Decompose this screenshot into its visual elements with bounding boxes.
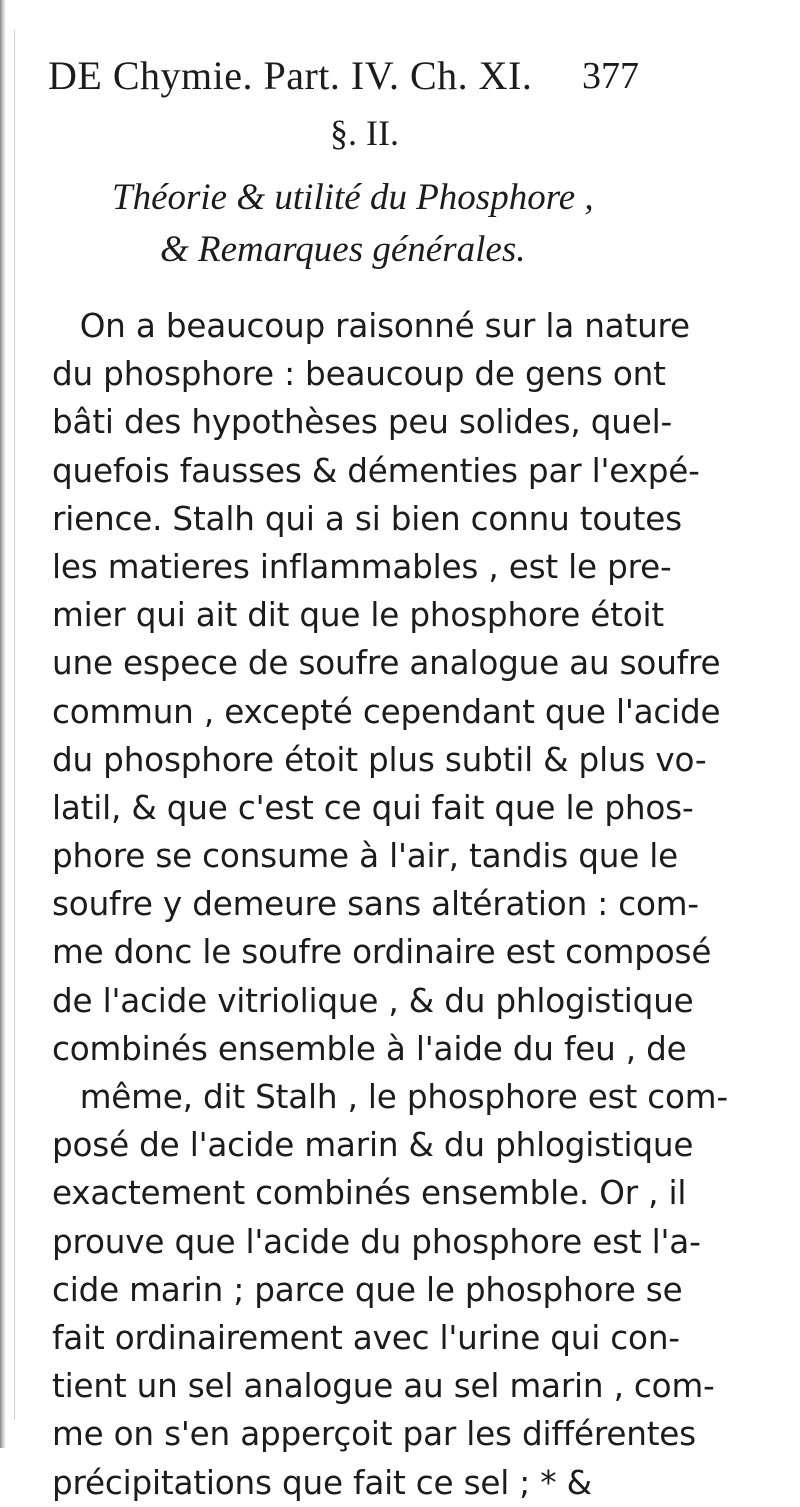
body-line: du phosphore étoit plus subtil & plus vo- bbox=[52, 739, 707, 779]
body-line: de l'acide vitriolique , & du phlogistique bbox=[52, 980, 694, 1020]
body-line: latil, & que c'est ce qui fait que le phos- bbox=[52, 787, 694, 827]
section-mark: §. II. bbox=[330, 113, 399, 153]
body-line: commun , excepté cependant que l'acide bbox=[52, 691, 721, 731]
running-head-title: DE Chymie. Part. IV. Ch. XI. bbox=[48, 53, 533, 98]
body-line: prouve que l'acide du phosphore est l'a- bbox=[52, 1221, 701, 1261]
body-line: du phosphore : beaucoup de gens ont bbox=[52, 354, 666, 394]
section-heading-line-2: & Remarques générales. bbox=[160, 229, 526, 270]
body-line: précipitations que fait ce sel ; * & bbox=[52, 1462, 592, 1502]
body-line: bâti des hypothèses peu solides, quel- bbox=[52, 402, 673, 442]
body-line: une espece de soufre analogue au soufre bbox=[52, 643, 721, 683]
body-line: combinés ensemble à l'aide du feu , de bbox=[52, 1028, 687, 1068]
body-line: tient un sel analogue au sel marin , com- bbox=[52, 1366, 715, 1406]
running-head bbox=[48, 52, 768, 106]
body-line: fait ordinairement avec l'urine qui con- bbox=[52, 1317, 680, 1357]
page-gutter-shadow bbox=[0, 0, 6, 1448]
body-text bbox=[52, 302, 772, 1507]
body-line: cide marin ; parce que le phosphore se bbox=[52, 1269, 683, 1309]
section-heading-line-1: Théorie & utilité du Phosphore , bbox=[112, 177, 594, 218]
body-line: exactement combinés ensemble. Or , il bbox=[52, 1173, 687, 1213]
body-line: les matieres inflammables , est le pre- bbox=[52, 546, 672, 586]
body-line: me on s'en apperçoit par les différentes bbox=[52, 1414, 696, 1454]
body-line: même, dit Stalh , le phosphore est com- bbox=[79, 1077, 728, 1116]
body-line: mier qui ait dit que le phosphore étoit bbox=[52, 595, 664, 635]
body-line: On a beaucoup raisonné sur la nature bbox=[79, 306, 690, 345]
body-line: phore se consume à l'air, tandis que le bbox=[52, 836, 679, 876]
body-line: posé de l'acide marin & du phlogistique bbox=[52, 1125, 694, 1165]
body-line: rience. Stalh qui a si bien connu toutes bbox=[52, 498, 682, 538]
page-number: 377 bbox=[582, 55, 639, 97]
body-line: me donc le soufre ordinaire est composé bbox=[52, 932, 712, 972]
body-line: soufre y demeure sans altération : com- bbox=[52, 884, 699, 924]
body-line: quefois fausses & démenties par l'expé- bbox=[52, 450, 700, 490]
page-gutter-line bbox=[14, 30, 15, 1420]
